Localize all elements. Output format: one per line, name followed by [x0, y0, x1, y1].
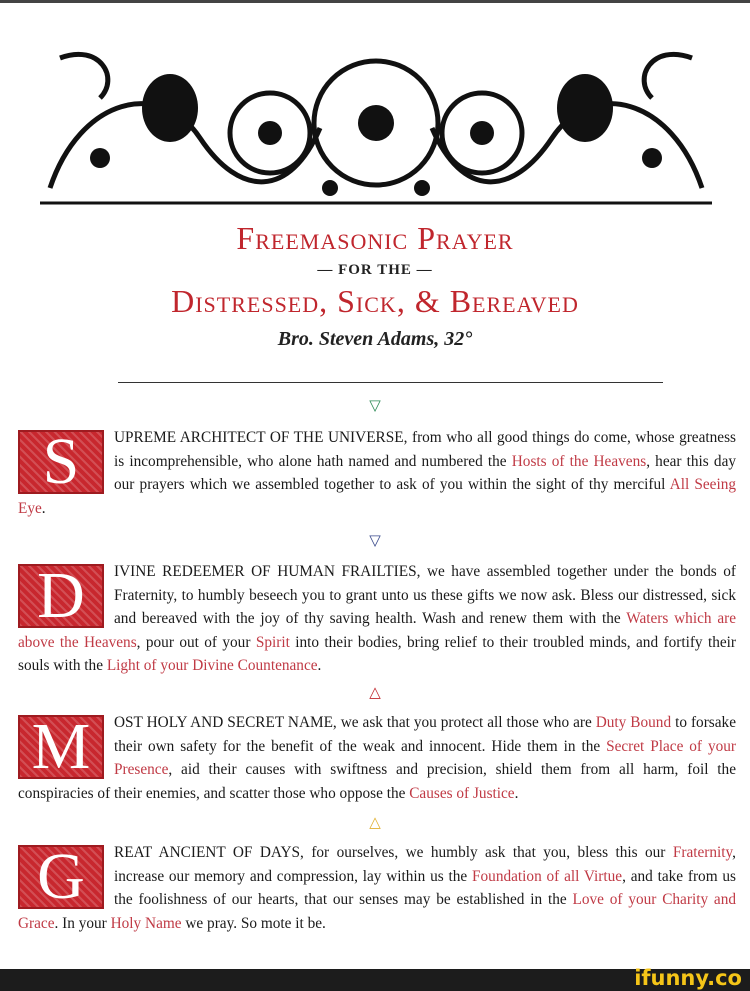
footer-bar: [0, 966, 750, 991]
drop-cap: G: [18, 845, 104, 909]
text-segment: we pray. So mote it be.: [181, 914, 326, 932]
drop-cap: D: [18, 564, 104, 628]
highlighted-phrase: Waters which are above the Heavens: [18, 610, 736, 651]
text-segment: .: [514, 784, 519, 802]
drop-cap: S: [18, 430, 104, 494]
drop-cap: M: [18, 715, 104, 779]
text-segment: UPREME ARCHITECT OF THE UNIVERSE, from who all good things do come, whose greatness is incomprehensible, who alone hath named and numbered the: [114, 429, 736, 470]
text-segment: , aid their causes with swiftness and precision, shield them from all harm, foil the conspiracies of their enemies, and scatter those who oppose the: [18, 761, 736, 802]
highlighted-phrase: Spirit: [255, 633, 290, 651]
text-segment: , pour out of your: [136, 633, 256, 651]
triangle-up-icon: △: [369, 685, 381, 701]
text-segment: .: [41, 499, 46, 517]
highlighted-phrase: Holy Name: [110, 914, 182, 932]
triangle-down-icon: ▽: [369, 533, 381, 549]
text-segment: .: [317, 657, 322, 674]
text-segment: , hear this day our prayers which we assembled together to ask of you within the sight of thy merciful: [114, 452, 737, 493]
highlighted-phrase: Hosts of the Heavens: [511, 452, 647, 470]
highlighted-phrase: Fraternity: [672, 844, 733, 861]
title-subtitle: Distressed, Sick, & Bereaved: [171, 283, 579, 319]
cherub-scroll-ornament: [40, 38, 712, 208]
highlighted-phrase: Causes of Justice: [409, 784, 515, 802]
highlighted-phrase: Foundation of all Virtue: [472, 867, 623, 885]
prayer-paragraph: [18, 841, 736, 935]
ifunny-logo: ifunny.co: [634, 966, 742, 990]
text-segment: into their bodies, bring relief to their troubled minds, and fortify their souls with the: [18, 633, 736, 674]
title-connector: — FOR THE —: [317, 262, 433, 278]
divider: [118, 382, 663, 383]
triangle-up-icon: △: [369, 815, 381, 831]
highlighted-phrase: Light of your Divine Countenance: [106, 657, 318, 674]
triangle-down-icon: ▽: [369, 398, 381, 414]
text-segment: . In your: [54, 914, 111, 932]
highlighted-phrase: Duty Bound: [595, 714, 672, 731]
text-segment: , and take from us the foolishness of our hearts, that our senses may be established in the: [114, 867, 737, 908]
highlighted-phrase: Secret Place of your Presence: [114, 737, 737, 778]
text-segment: to forsake their own safety for the benefit of the weak and innocent. Hide them in the: [114, 714, 736, 755]
prayer-paragraph: [18, 711, 736, 805]
prayer-paragraph: [18, 426, 736, 520]
author: Bro. Steven Adams, 32°: [277, 328, 473, 350]
text-segment: REAT ANCIENT OF DAYS, for ourselves, we humbly ask that you, bless this our: [114, 844, 673, 861]
text-segment: OST HOLY AND SECRET NAME, we ask that you protect all those who are: [114, 714, 596, 731]
text-segment: , increase our memory and compression, lay within us the: [114, 844, 736, 885]
text-segment: IVINE REDEEMER OF HUMAN FRAILTIES, we have assembled together under the bonds of Fraternity, to humbly beseech you to grant unto us these gifts we now ask. Bless our distressed, sick and bereaved with the joy of thy saving health. Wash and renew them with the: [114, 563, 736, 627]
highlighted-phrase: All Seeing Eye: [18, 476, 736, 517]
highlighted-phrase: Love of your Charity and Grace: [18, 891, 737, 932]
title-main: Freemasonic Prayer: [236, 220, 514, 256]
prayer-paragraph: [18, 560, 736, 678]
top-border: [0, 0, 750, 3]
